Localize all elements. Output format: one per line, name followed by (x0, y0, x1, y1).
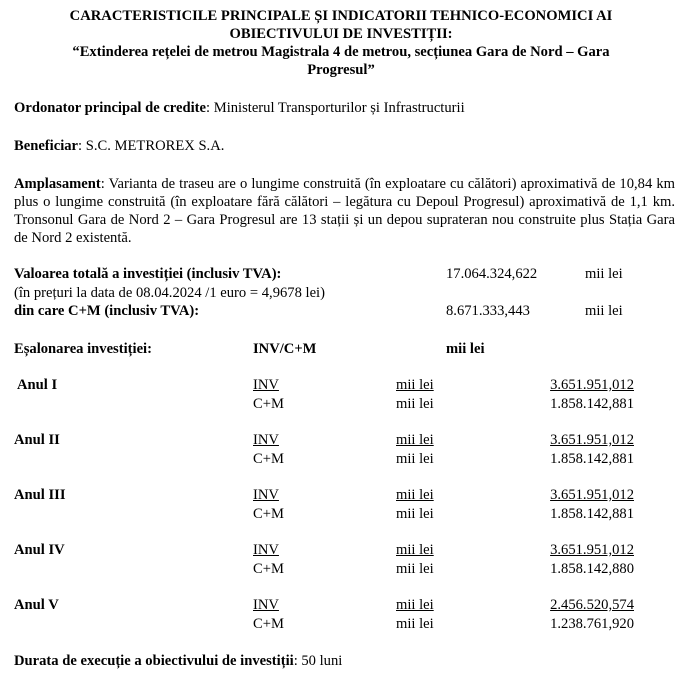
cm-row-value: 1.858.142,881 (550, 506, 634, 522)
year-name: Anul V (14, 597, 59, 613)
ordonator-row (14, 100, 465, 117)
cm-row-label: C+M (253, 451, 284, 467)
inv-unit: mii lei (396, 597, 434, 613)
document-title-line-2: OBIECTIVULUI DE INVESTIȚII: (229, 26, 453, 42)
inv-value: 3.651.951,012 (550, 487, 634, 503)
inv-unit: mii lei (396, 432, 434, 448)
cm-row-unit: mii lei (396, 451, 434, 467)
amplasament-paragraph (14, 175, 675, 247)
year-name: Anul I (17, 377, 58, 393)
cm-row-unit: mii lei (396, 616, 434, 632)
esalonare-col-unit: mii lei (446, 341, 485, 357)
cm-label: din care C+M (inclusiv TVA): (14, 303, 200, 319)
inv-value: 2.456.520,574 (550, 597, 634, 613)
cm-row-value: 1.858.142,881 (550, 396, 634, 412)
cm-row-unit: mii lei (396, 561, 434, 577)
document-subtitle-line-2: Progresul” (307, 62, 375, 78)
year-name: Anul III (14, 487, 66, 503)
inv-unit: mii lei (396, 377, 434, 393)
cm-row-unit: mii lei (396, 396, 434, 412)
cm-unit: mii lei (585, 303, 623, 319)
durata-label: Durata de execuție a obiectivului de investiții (14, 653, 294, 669)
beneficiar-row (14, 138, 224, 155)
inv-value: 3.651.951,012 (550, 432, 634, 448)
beneficiar-value: : S.C. METROREX S.A. (78, 138, 225, 154)
cm-row-label: C+M (253, 506, 284, 522)
document-title-line-1: CARACTERISTICILE PRINCIPALE ȘI INDICATORII TEHNICO-ECONOMICI AI (69, 8, 613, 24)
inv-label: INV (253, 487, 279, 503)
durata-value: : 50 luni (293, 653, 343, 669)
cm-value: 8.671.333,443 (446, 303, 530, 319)
inv-label: INV (253, 377, 279, 393)
cm-row-unit: mii lei (396, 506, 434, 522)
inv-unit: mii lei (396, 487, 434, 503)
cm-row-label: C+M (253, 396, 284, 412)
valoare-totala-label: Valoarea totală a investiției (inclusiv TVA): (14, 266, 282, 282)
cm-row-label: C+M (253, 616, 284, 632)
amplasament-text: : Varianta de traseu are o lungime construită (în exploatare cu călători) aproximativă de 10,84 km plus o lungime construită (în exploatare fără călători – legătura cu Depoul Progresul) aproximativă de 1,1 km. Tronsonul Gara de Nord 2 – Gara Progresul are 13 stații și un depou suprateran nou construite plus Stația Gara de Nord 2 existentă. (14, 176, 675, 246)
valoare-totala-value: 17.064.324,622 (446, 266, 538, 282)
amplasament-label: Amplasament (14, 176, 101, 192)
inv-value: 3.651.951,012 (550, 377, 634, 393)
ordonator-value: : Ministerul Transporturilor și Infrastructurii (206, 100, 465, 116)
year-name: Anul IV (14, 542, 65, 558)
beneficiar-label: Beneficiar (14, 138, 79, 154)
cm-row-value: 1.858.142,880 (550, 561, 634, 577)
inv-unit: mii lei (396, 542, 434, 558)
cm-row-value: 1.238.761,920 (550, 616, 634, 632)
valoare-totala-unit: mii lei (585, 266, 623, 282)
inv-label: INV (253, 597, 279, 613)
valoare-note: (în prețuri la data de 08.04.2024 /1 euro = 4,9678 lei) (14, 285, 325, 301)
cm-row-label: C+M (253, 561, 284, 577)
inv-label: INV (253, 432, 279, 448)
cm-row-value: 1.858.142,881 (550, 451, 634, 467)
inv-value: 3.651.951,012 (550, 542, 634, 558)
inv-label: INV (253, 542, 279, 558)
durata-row (14, 653, 342, 670)
esalonare-label: Eșalonarea investiției: (14, 341, 152, 357)
esalonare-col-type: INV/C+M (253, 341, 317, 357)
year-name: Anul II (14, 432, 60, 448)
document-subtitle-line-1: “Extinderea rețelei de metrou Magistrala 4 de metrou, secțiunea Gara de Nord – Gara (72, 44, 610, 60)
ordonator-label: Ordonator principal de credite (14, 100, 207, 116)
